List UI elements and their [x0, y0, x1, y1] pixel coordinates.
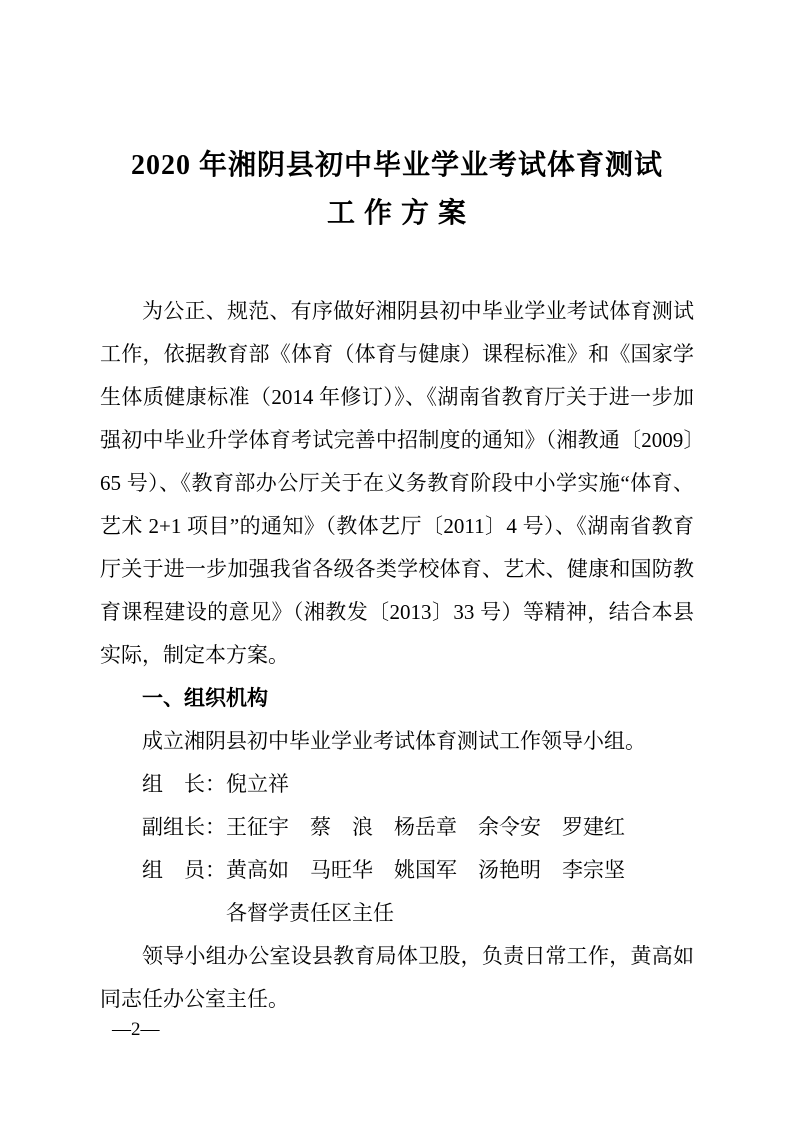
document-title-line2: 工 作 方 案 — [326, 198, 467, 229]
roster-deputies-line: 副组长：王征宇 蔡 浪 杨岳章 余令安 罗建红 — [142, 815, 625, 839]
roster-members-line: 组 员：黄高如 马旺华 姚国军 汤艳明 李宗坚 — [142, 858, 625, 882]
intro-paragraph: 为公正、规范、有序做好湘阴县初中毕业学业考试体育测试工作，依据教育部《体育（体育与健康）课程标准》和《国家学生体质健康标准（2014 年修订）》、《湖南省教育厅关于进一步加强初中毕业升学体育考试完善中招制度的通知》（湘教通〔2009〕65 号）、《教育部办公厅关于在义务教育阶段中小学实施“体育、艺术 2+1 项目”的通知》（教体艺厅〔2011〕4 号）、《湖南省教育厅关于进一步加强我省各级各类学校体育、艺术、健康和国防教育课程建设的意见》（湘教发〔2013〕33 号）等精神，结合本县实际，制定本方案。 — [100, 299, 694, 667]
roster-members-continuation: 各督学责任区主任 — [226, 901, 394, 925]
document-title-line1: 2020 年湘阴县初中毕业学业考试体育测试 — [130, 150, 663, 181]
page-number: —2— — [112, 1019, 160, 1040]
document-content — [100, 142, 694, 1021]
office-paragraph: 领导小组办公室设县教育局体卫股，负责日常工作，黄高如同志任办公室主任。 — [100, 944, 694, 1011]
section1-intro: 成立湘阴县初中毕业学业考试体育测试工作领导小组。 — [142, 729, 646, 753]
roster-leader-line: 组 长：倪立祥 — [142, 772, 289, 796]
section1-heading: 一、组织机构 — [142, 686, 268, 710]
